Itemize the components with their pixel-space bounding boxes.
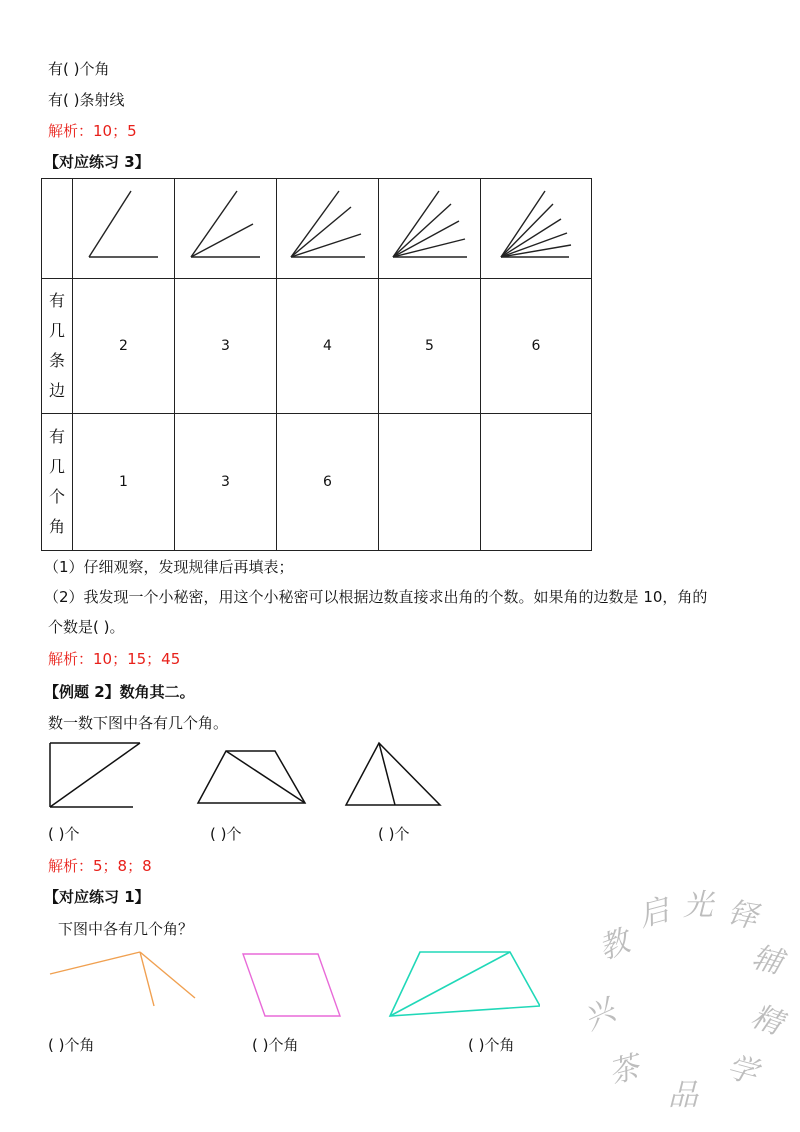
figure-trapezoid xyxy=(198,751,305,803)
practice3-question-2b: 个数是( )。 xyxy=(48,618,125,636)
practice1-blank-2[interactable]: ( )个角 xyxy=(252,1036,299,1054)
example2-figures xyxy=(0,735,470,815)
practice1-heading: 【对应练习 1】 xyxy=(44,888,150,906)
edge-count-cell: 2 xyxy=(73,279,175,414)
angle-figure-cell xyxy=(277,179,379,279)
practice1-prompt: 下图中各有几个角？ xyxy=(58,920,194,938)
practice3-heading: 【对应练习 3】 xyxy=(44,153,150,171)
edge-count-cell: 4 xyxy=(277,279,379,414)
label-char: 有 xyxy=(48,291,65,310)
table-corner-cell xyxy=(42,179,73,279)
angle-count-cell: 3 xyxy=(175,414,277,551)
row-label-edges xyxy=(42,279,73,414)
edge-count-cell: 6 xyxy=(481,279,592,414)
practice1-figures xyxy=(0,940,540,1025)
angle-figure-3-rays xyxy=(175,179,276,274)
edge-count-cell: 3 xyxy=(175,279,277,414)
example2-answer: 解析：5；8；8 xyxy=(48,857,152,875)
figure-orange-rays xyxy=(50,952,195,1006)
practice1-blank-3[interactable]: ( )个角 xyxy=(468,1036,515,1054)
angle-figure-4-rays xyxy=(277,179,378,274)
practice3-question-1: （1）仔细观察，发现规律后再填表； xyxy=(44,558,294,576)
angle-count-cell-blank[interactable] xyxy=(481,414,592,551)
example2-heading: 【例题 2】数角其二。 xyxy=(44,683,195,701)
practice1-blank-1[interactable]: ( )个角 xyxy=(48,1036,95,1054)
angle-figure-2-rays xyxy=(73,179,174,274)
angle-figure-5-rays xyxy=(379,179,480,274)
label-char: 有 xyxy=(48,427,65,446)
example2-prompt: 数一数下图中各有几个角。 xyxy=(48,714,229,732)
angle-count-cell-blank[interactable] xyxy=(379,414,481,551)
example2-blank-2[interactable]: ( )个 xyxy=(210,825,242,843)
table-row xyxy=(42,179,592,279)
figure-teal-trapezoid xyxy=(390,952,540,1016)
angle-pattern-table xyxy=(41,178,592,551)
angle-count-cell: 1 xyxy=(73,414,175,551)
table-row xyxy=(42,279,592,414)
publisher-watermark: 启 光 铎 教 辅 兴 精 茶 品 学 xyxy=(578,888,787,1113)
angle-count-cell: 6 xyxy=(277,414,379,551)
label-char: 角 xyxy=(48,517,65,536)
intro-line-angles: 有( )个角 xyxy=(48,60,110,78)
angle-figure-cell xyxy=(379,179,481,279)
angle-figure-cell xyxy=(175,179,277,279)
table-row xyxy=(42,414,592,551)
figure-open-rectangle xyxy=(50,743,140,807)
label-char: 个 xyxy=(48,487,65,506)
figure-pink-rhombus xyxy=(243,954,340,1016)
figure-triangle xyxy=(346,743,440,805)
example2-blank-3[interactable]: ( )个 xyxy=(378,825,410,843)
label-char: 边 xyxy=(48,381,65,400)
label-char: 几 xyxy=(48,321,65,340)
label-char: 条 xyxy=(48,351,65,370)
practice3-answer: 解析：10；15；45 xyxy=(48,650,181,668)
label-char: 几 xyxy=(48,457,65,476)
example2-blank-1[interactable]: ( )个 xyxy=(48,825,80,843)
row-label-angles xyxy=(42,414,73,551)
intro-answer: 解析：10；5 xyxy=(48,122,137,140)
intro-line-rays: 有( )条射线 xyxy=(48,91,125,109)
angle-figure-cell xyxy=(73,179,175,279)
edge-count-cell: 5 xyxy=(379,279,481,414)
practice3-question-2a: （2）我发现一个小秘密，用这个小秘密可以根据边数直接求出角的个数。如果角的边数是 10，角的 xyxy=(44,588,708,606)
angle-figure-cell xyxy=(481,179,592,279)
angle-figure-6-rays xyxy=(481,179,591,274)
